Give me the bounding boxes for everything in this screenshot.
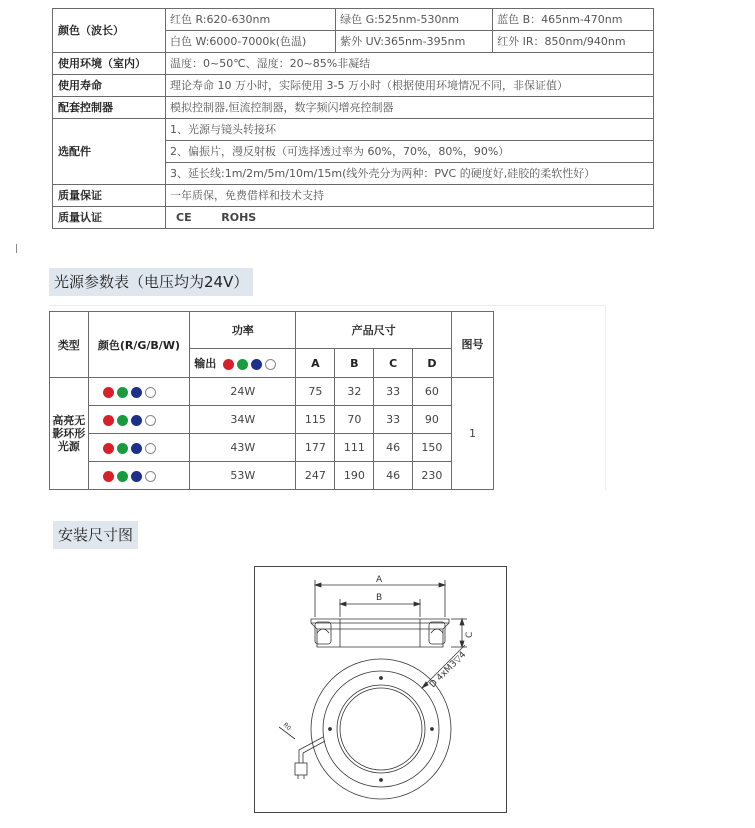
connector-icon <box>295 763 307 775</box>
faint-divider <box>605 305 606 490</box>
color-label: 颜色（波长） <box>53 9 166 53</box>
size-d-cell: 150 <box>412 434 451 462</box>
white-dot-icon <box>145 415 156 426</box>
arrow-icon <box>460 619 464 625</box>
white-dot-icon <box>265 359 276 370</box>
mount-hole-icon <box>380 779 383 782</box>
size-b-cell: 32 <box>335 378 374 406</box>
size-b-cell: 190 <box>335 462 374 490</box>
header-d: D <box>412 349 451 378</box>
red-dot-icon <box>103 415 114 426</box>
type-value: 高亮无影环形光源 <box>50 378 89 490</box>
header-fig: 图号 <box>451 312 493 378</box>
inner-ring <box>337 685 425 773</box>
arrow-icon <box>439 583 445 587</box>
red-dot-icon <box>223 359 234 370</box>
spec-table <box>52 8 654 229</box>
uv-wavelength: 紫外 UV:365nm-395nm <box>336 31 493 53</box>
table-row <box>50 462 494 490</box>
blue-dot-icon <box>251 359 262 370</box>
fig-value: 1 <box>451 378 493 490</box>
cert-label: 质量认证 <box>53 207 166 229</box>
radius-label: R0 <box>281 721 293 733</box>
blue-dot-icon <box>131 443 142 454</box>
arrow-icon <box>315 583 321 587</box>
install-section-title: 安装尺寸图 <box>53 521 138 549</box>
power-cell: 53W <box>190 462 296 490</box>
edge-mark <box>16 244 17 253</box>
mount-hole-icon <box>431 728 434 731</box>
size-d-cell: 230 <box>412 462 451 490</box>
blue-dot-icon <box>131 471 142 482</box>
controller-label: 配套控制器 <box>53 97 166 119</box>
header-a: A <box>296 349 335 378</box>
size-b-cell: 111 <box>335 434 374 462</box>
white-color-temp: 白色 W:6000-7000k(色温) <box>166 31 336 53</box>
green-dot-icon <box>117 415 128 426</box>
size-d-cell: 90 <box>412 406 451 434</box>
header-size: 产品尺寸 <box>296 312 451 349</box>
accessory-item-3: 3、延长线:1m/2m/5m/10m/15m(线外壳分为两种：PVC 的硬度好,硅胶的柔软性好） <box>166 163 654 185</box>
green-wavelength: 绿色 G:525nm-530nm <box>336 9 493 31</box>
installation-drawing <box>254 566 507 813</box>
size-a-cell: 75 <box>296 378 335 406</box>
accessory-item-2: 2、偏振片，漫反射板（可选择透过率为 60%，70%，80%，90%） <box>166 141 654 163</box>
red-dot-icon <box>103 443 114 454</box>
white-dot-icon <box>145 387 156 398</box>
green-dot-icon <box>237 359 248 370</box>
color-dots <box>88 434 190 462</box>
header-color: 颜色(R/G/B/W) <box>88 312 190 378</box>
arrow-icon <box>414 602 420 606</box>
mount-hole-icon <box>329 728 332 731</box>
red-wavelength: 红色 R:620-630nm <box>166 9 336 31</box>
ir-wavelength: 红外 IR：850nm/940nm <box>493 31 654 53</box>
header-b: B <box>335 349 374 378</box>
blue-dot-icon <box>131 415 142 426</box>
cable-line <box>303 741 325 763</box>
table-row <box>50 378 494 406</box>
size-d-cell: 60 <box>412 378 451 406</box>
accessory-label: 选配件 <box>53 119 166 185</box>
size-c-cell: 46 <box>374 434 413 462</box>
dim-b-label: B <box>376 593 383 603</box>
red-dot-icon <box>103 387 114 398</box>
controller-value: 模拟控制器,恒流控制器，数字频闪增亮控制器 <box>166 97 654 119</box>
dim-a-label: A <box>376 575 383 585</box>
warranty-value: 一年质保，免费借样和技术支持 <box>166 185 654 207</box>
size-a-cell: 177 <box>296 434 335 462</box>
white-dot-icon <box>145 471 156 482</box>
header-output <box>190 349 296 378</box>
red-dot-icon <box>103 471 114 482</box>
env-label: 使用环境（室内） <box>53 53 166 75</box>
blue-dot-icon <box>131 387 142 398</box>
env-value: 温度：0~50℃、湿度：20~85%非凝结 <box>166 53 654 75</box>
white-dot-icon <box>145 443 156 454</box>
size-c-cell: 33 <box>374 406 413 434</box>
power-cell: 34W <box>190 406 296 434</box>
size-c-cell: 33 <box>374 378 413 406</box>
header-power: 功率 <box>190 312 296 349</box>
blue-wavelength: 蓝色 B：465nm-470nm <box>493 9 654 31</box>
green-dot-icon <box>117 443 128 454</box>
power-cell: 43W <box>190 434 296 462</box>
param-section-title: 光源参数表（电压均为24V） <box>49 268 253 296</box>
side-profile-curve <box>317 629 329 633</box>
size-c-cell: 46 <box>374 462 413 490</box>
size-a-cell: 247 <box>296 462 335 490</box>
faint-divider <box>49 305 606 306</box>
dim-c-label: C <box>465 631 475 638</box>
green-dot-icon <box>117 471 128 482</box>
ring-light-drawing <box>255 567 506 812</box>
header-type: 类型 <box>50 312 89 378</box>
side-profile-curve <box>431 629 443 633</box>
arrow-icon <box>340 602 346 606</box>
output-label: 输出 <box>194 357 217 370</box>
green-dot-icon <box>117 387 128 398</box>
accessory-item-1: 1、光源与镜头转接环 <box>166 119 654 141</box>
color-dots <box>88 462 190 490</box>
table-row <box>50 406 494 434</box>
power-cell: 24W <box>190 378 296 406</box>
life-value: 理论寿命 10 万小时，实际使用 3-5 万小时（根据使用环境情况不同，非保证值） <box>166 75 654 97</box>
dim-d-label: D 4xM3▽4 <box>428 649 469 691</box>
cert-ce: CE <box>176 211 192 224</box>
size-a-cell: 115 <box>296 406 335 434</box>
param-table <box>49 311 494 490</box>
size-b-cell: 70 <box>335 406 374 434</box>
header-c: C <box>374 349 413 378</box>
warranty-label: 质量保证 <box>53 185 166 207</box>
aperture-ring <box>340 688 422 770</box>
mount-hole-icon <box>380 677 383 680</box>
life-label: 使用寿命 <box>53 75 166 97</box>
cert-rohs: ROHS <box>221 211 257 224</box>
color-dots <box>88 406 190 434</box>
table-row <box>50 434 494 462</box>
cert-values <box>166 207 654 229</box>
color-dots <box>88 378 190 406</box>
